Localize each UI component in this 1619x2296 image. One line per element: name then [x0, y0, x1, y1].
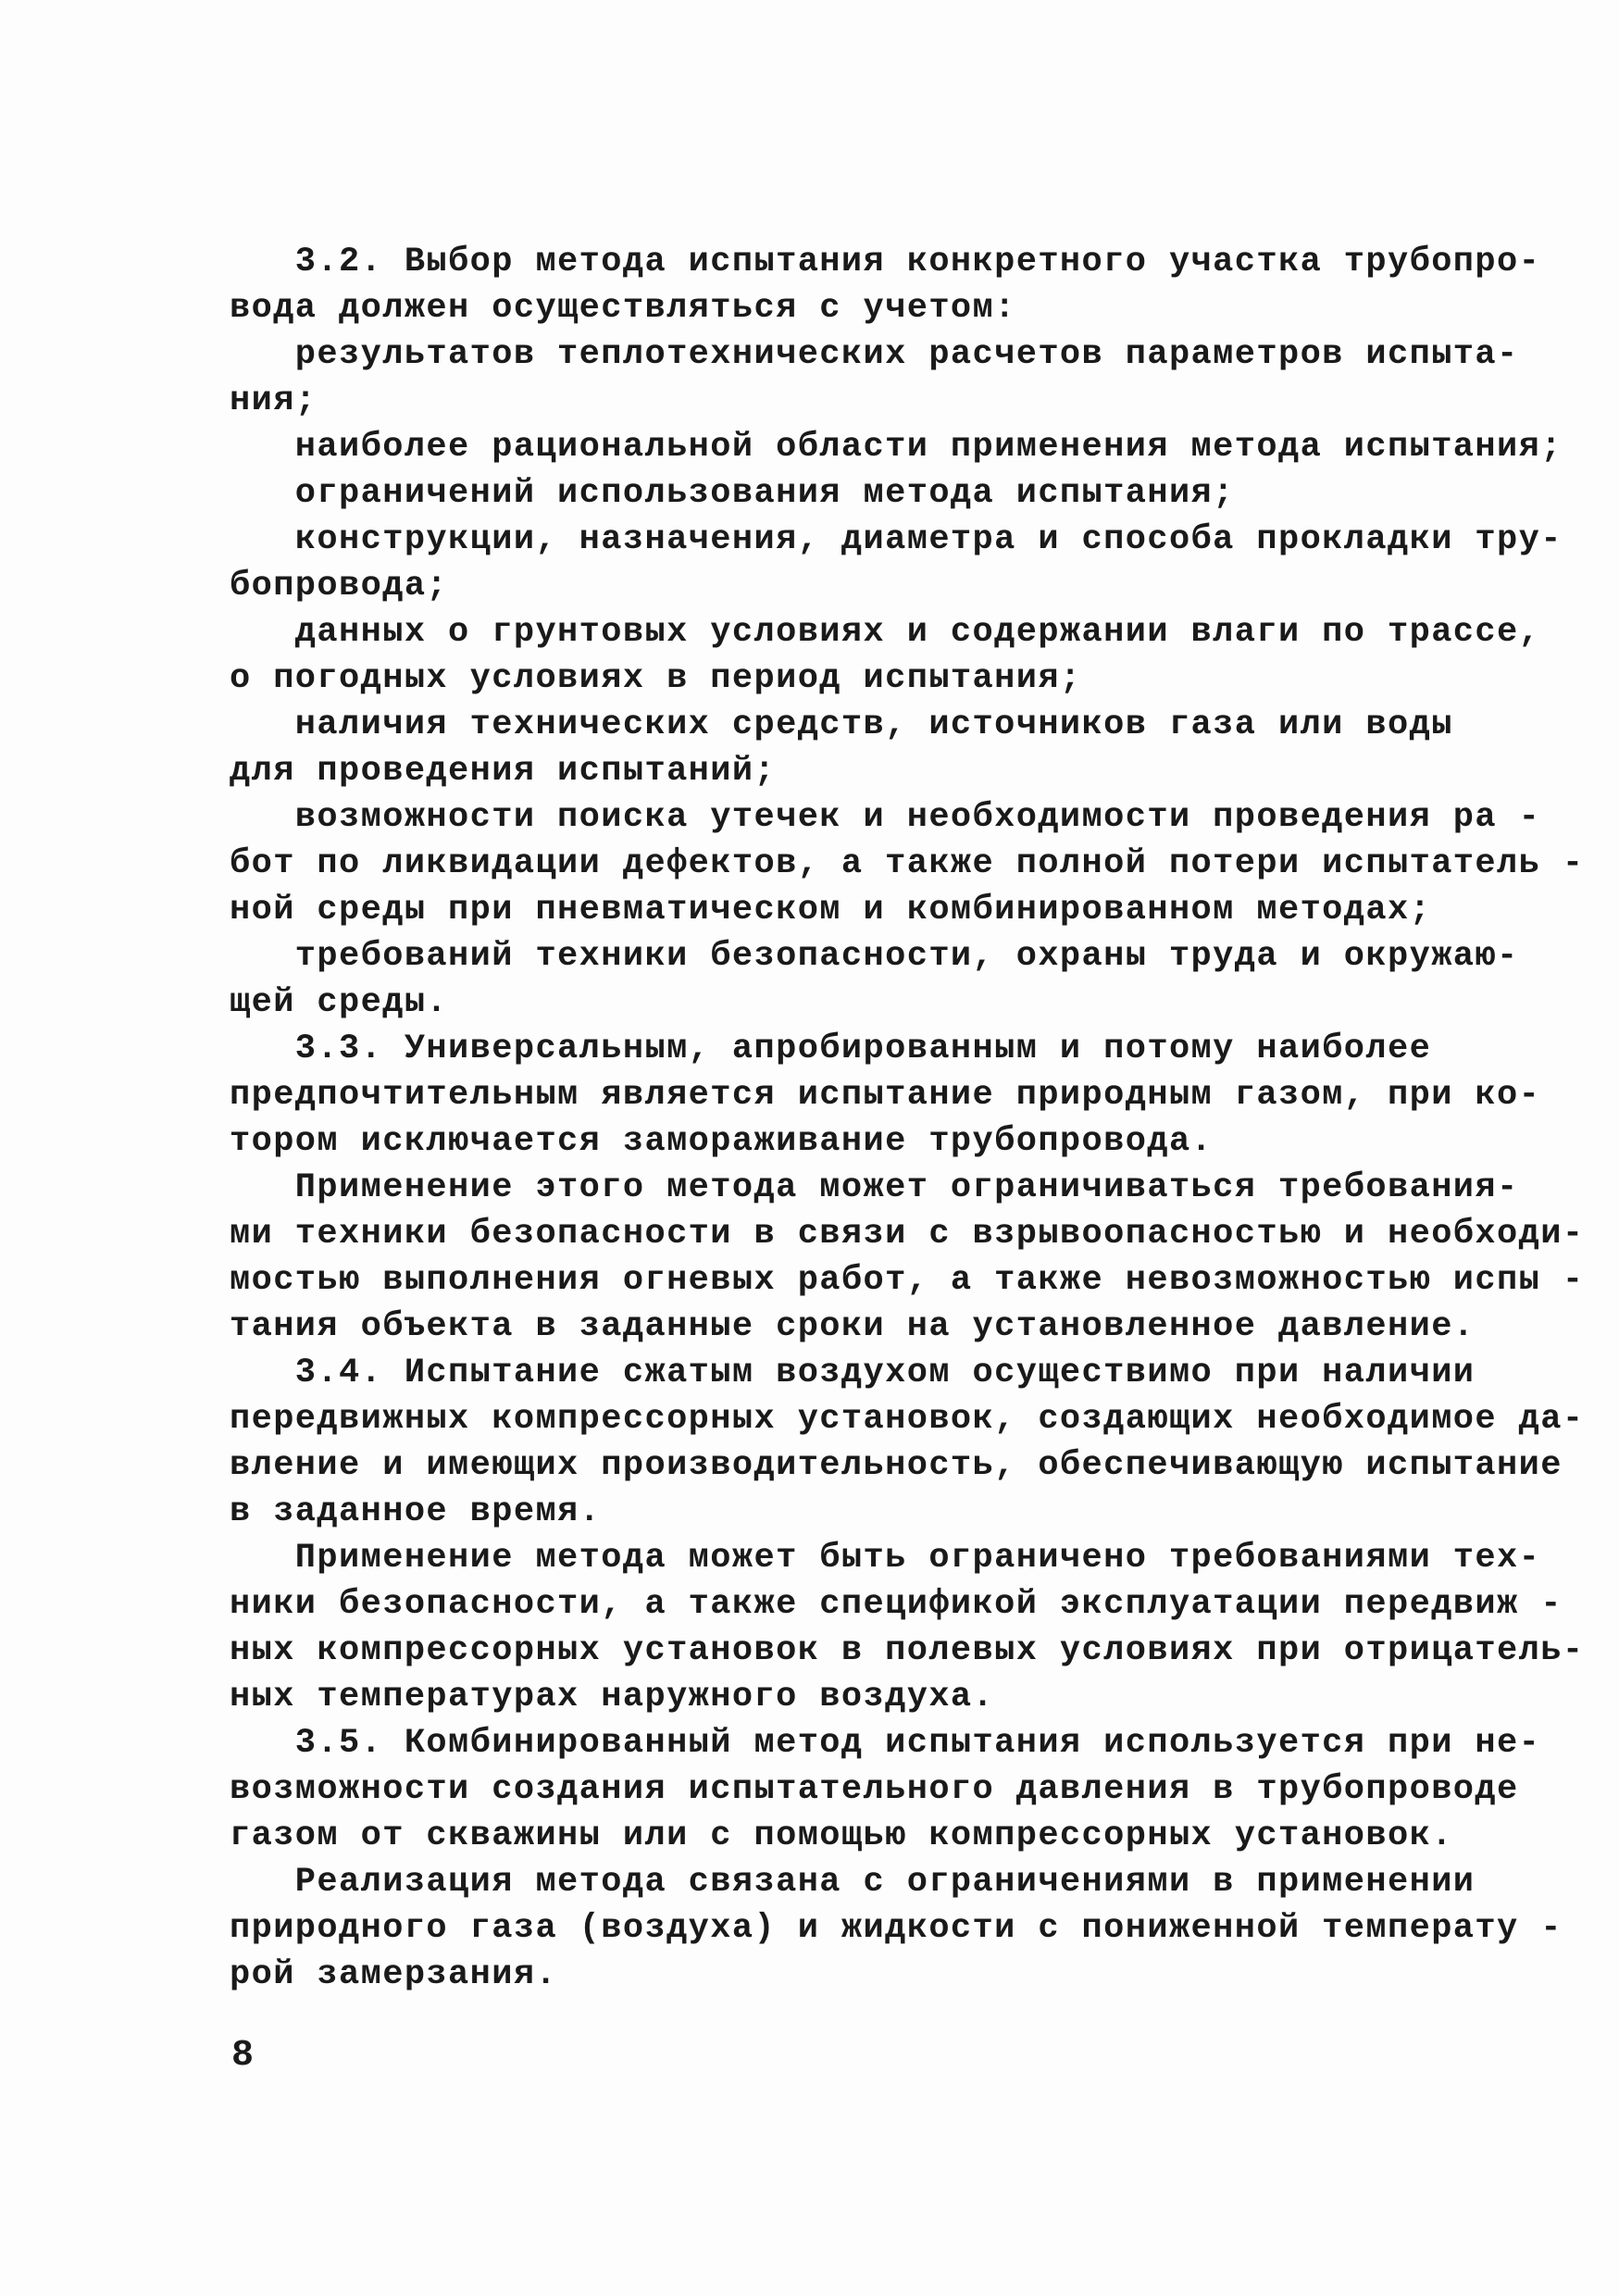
- text-line: предпочтительным является испытание природным газом, при ко-: [230, 1076, 1541, 1115]
- text-line: для проведения испытаний;: [230, 752, 777, 791]
- text-line: ники безопасности, а также спецификой эксплуатации передвиж -: [230, 1585, 1563, 1624]
- text-line: Применение этого метода может ограничиваться требования-: [230, 1168, 1519, 1207]
- text-line: Реализация метода связана с ограничениями в применении: [230, 1863, 1476, 1902]
- text-line: ных компрессорных установок в полевых условиях при отрицатель-: [230, 1631, 1585, 1670]
- text-line: о погодных условиях в период испытания;: [230, 659, 1082, 698]
- text-line: ограничений использования метода испытания;: [230, 474, 1235, 513]
- text-line: ми техники безопасности в связи с взрывоопасностью и необходи-: [230, 1215, 1585, 1254]
- text-line: тором исключается замораживание трубопровода.: [230, 1122, 1214, 1161]
- text-line: рой замерзания.: [230, 1955, 558, 1994]
- text-line: природного газа (воздуха) и жидкости с пониженной температу -: [230, 1909, 1563, 1948]
- text-line: в заданное время.: [230, 1492, 602, 1531]
- text-line: ных температурах наружного воздуха.: [230, 1678, 995, 1716]
- text-line: щей среды.: [230, 983, 449, 1022]
- text-line: данных о грунтовых условиях и содержании влаги по трассе,: [230, 613, 1541, 652]
- text-line: наиболее рациональной области применения метода испытания;: [230, 428, 1563, 467]
- text-line: ной среды при пневматическом и комбинированном методах;: [230, 891, 1432, 930]
- text-line: Применение метода может быть ограничено требованиями тех-: [230, 1539, 1541, 1578]
- text-line: передвижных компрессорных установок, создающих необходимое да-: [230, 1400, 1585, 1439]
- text-line: 3.4. Испытание сжатым воздухом осуществимо при наличии: [230, 1354, 1476, 1392]
- text-line: результатов теплотехнических расчетов параметров испыта-: [230, 335, 1519, 374]
- text-line: газом от скважины или с помощью компрессорных установок.: [230, 1816, 1453, 1855]
- text-line: ния;: [230, 381, 318, 420]
- text-line: 3.3. Универсальным, апробированным и потому наиболее: [230, 1029, 1432, 1068]
- text-line: мостью выполнения огневых работ, а также невозможностью испы -: [230, 1261, 1585, 1300]
- text-line: 3.2. Выбор метода испытания конкретного участка трубопро-: [230, 243, 1541, 281]
- page-number: 8: [231, 2035, 255, 2077]
- text-line: наличия технических средств, источников газа или воды: [230, 705, 1453, 744]
- text-line: тания объекта в заданные сроки на установленное давление.: [230, 1307, 1476, 1346]
- text-line: бопровода;: [230, 567, 449, 605]
- text-line: конструкции, назначения, диаметра и способа прокладки тру-: [230, 520, 1563, 559]
- text-line: вода должен осуществляться с учетом:: [230, 289, 1016, 328]
- text-line: требований техники безопасности, охраны труда и окружаю-: [230, 937, 1519, 976]
- text-line: 3.5. Комбинированный метод испытания используется при не-: [230, 1724, 1541, 1763]
- text-line: бот по ликвидации дефектов, а также полной потери испытатель -: [230, 844, 1585, 883]
- text-line: возможности поиска утечек и необходимости проведения ра -: [230, 798, 1541, 837]
- text-line: возможности создания испытательного давления в трубопроводе: [230, 1770, 1519, 1809]
- text-line: вление и имеющих производительность, обеспечивающую испытание: [230, 1446, 1563, 1485]
